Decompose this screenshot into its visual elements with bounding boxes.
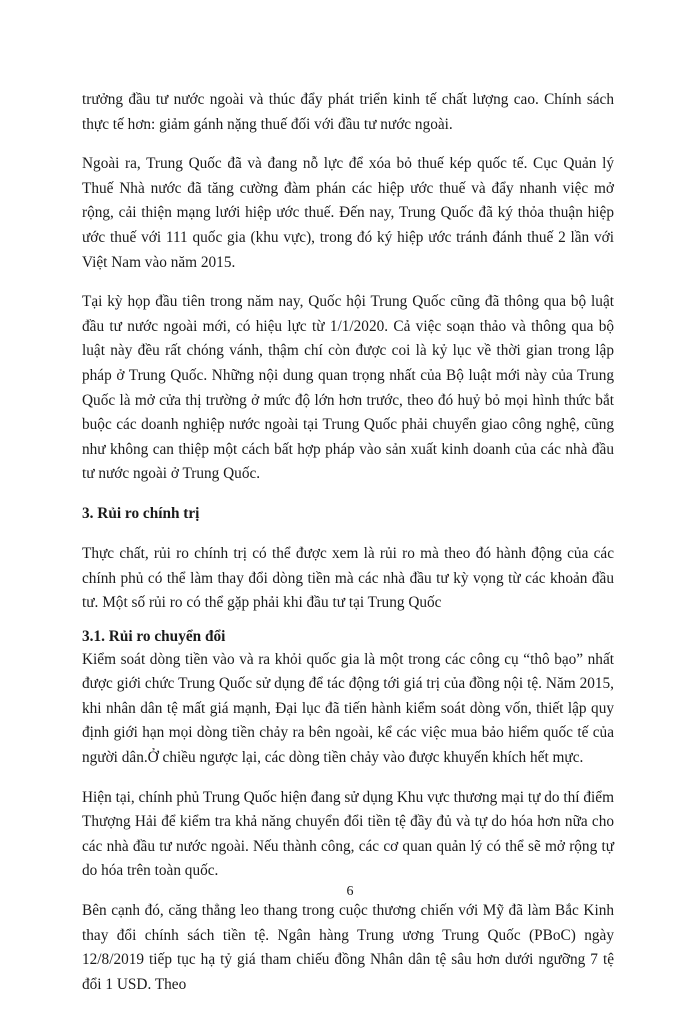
paragraph-trade-war: Bên cạnh đó, căng thẳng leo thang trong cuộc thương chiến với Mỹ đã làm Bắc Kinh thay đổi chính sách tiền tệ. Ngân hàng Trung ương Trung Quốc (PBoC) ngày 12/8/2019 tiếp tục hạ tỷ giá tham chiếu đồng Nhân dân tệ sâu hơn dưới ngưỡng 7 tệ đổi 1 USD. Theo [82, 902, 614, 993]
paragraph-shanghai-ftz: Hiện tại, chính phủ Trung Quốc hiện đang sử dụng Khu vực thương mại tự do thí điểm Thượng Hải để kiểm tra khả năng chuyển đổi tiền tệ đầy đủ và tự do hóa hơn nữa cho các nhà đầu tư nước ngoài. Nếu thành công, các cơ quan quản lý có thể sẽ mở rộng tự do hóa trên toàn quốc. [82, 788, 614, 880]
document-page [82, 88, 614, 1012]
paragraph-double-taxation: Ngoài ra, Trung Quốc đã và đang nỗ lực để xóa bỏ thuế kép quốc tế. Cục Quản lý Thuế Nhà nước đã tăng cường đàm phán các hiệp ước thuế và đẩy nhanh việc mở rộng, cải thiện mạng lưới hiệp ước thuế. Đến nay, Trung Quốc đã ký thỏa thuận hiệp ước thuế với 111 quốc gia (khu vực), trong đó ký hiệp ước tránh đánh thuế 2 lần với Việt Nam vào năm 2015. [82, 155, 614, 271]
page-number: 6 [346, 884, 354, 899]
paragraph-capital-control: Kiểm soát dòng tiền vào và ra khỏi quốc gia là một trong các công cụ “thô bạo” nhất được giới chức Trung Quốc sử dụng để tác động tới giá trị của đồng nội tệ. Năm 2015, khi nhân dân tệ mất giá mạnh, Đại lục đã tiến hành kiểm soát dòng vốn, thiết lập quy định giới hạn mọi dòng tiền chảy ra bên ngoài, kể các việc mua bảo hiểm quốc tế của người dân.Ở chiều ngược lại, các dòng tiền chảy vào được khuyến khích hết mực. [82, 650, 614, 767]
paragraph-foreign-investment-law: Tại kỳ họp đầu tiên trong năm nay, Quốc hội Trung Quốc cũng đã thông qua bộ luật đầu tư nước ngoài mới, có hiệu lực từ 1/1/2020. Cả việc soạn thảo và thông qua bộ luật này đều rất chóng vánh, thậm chí còn được coi là kỷ lục về thời gian trong lập pháp ở Trung Quốc. Những nội dung quan trọng nhất của Bộ luật mới này của Trung Quốc là mở cửa thị trường ở mức độ lớn hơn trước, theo đó huỷ bỏ mọi hình thức bắt buộc các doanh nghiệp nước ngoài tại Trung Quốc phải chuyển giao công nghệ, cũng như không can thiệp một cách bất hợp pháp vào sản xuất kinh doanh của các nhà đầu tư nước ngoài ở Trung Quốc. [82, 293, 614, 483]
section-heading-political-risk: 3. Rủi ro chính trị [82, 504, 200, 522]
paragraph-political-risk-definition: Thực chất, rủi ro chính trị có thể được xem là rủi ro mà theo đó hành động của các chính phủ có thể làm thay đổi dòng tiền mà các nhà đầu tư kỳ vọng từ các khoản đầu tư. Một số rủi ro có thể gặp phải khi đầu tư tại Trung Quốc [82, 544, 614, 612]
paragraph-tax-burden: trưởng đầu tư nước ngoài và thúc đẩy phát triển kinh tế chất lượng cao. Chính sách thực tế hơn: giảm gánh nặng thuế đối với đầu tư nước ngoài. [82, 91, 614, 133]
subsection-heading-conversion-risk: 3.1. Rủi ro chuyển đổi [82, 627, 226, 645]
